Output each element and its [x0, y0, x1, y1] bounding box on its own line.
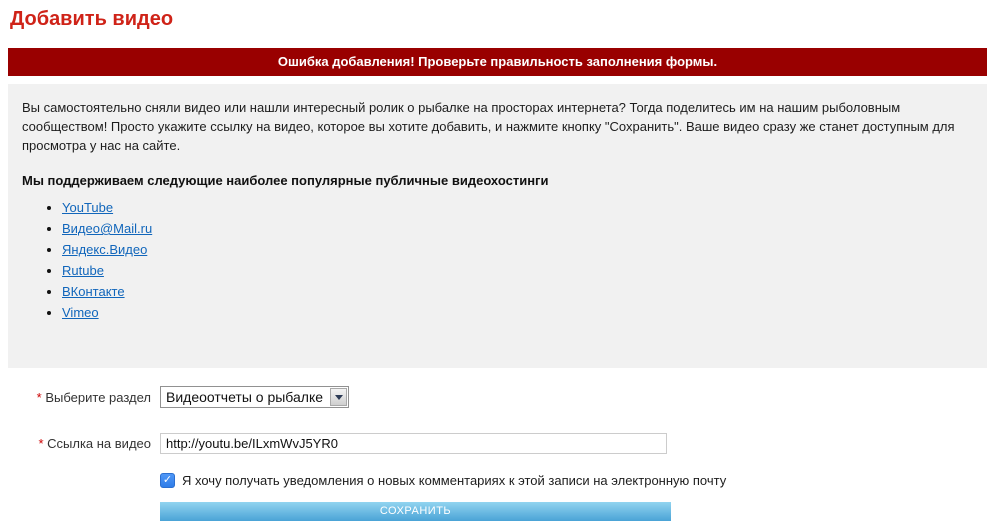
host-link-yandex[interactable]: Яндекс.Видео [62, 242, 148, 257]
down-arrow-glyph [335, 395, 343, 400]
chevron-down-icon[interactable] [330, 388, 347, 406]
notify-checkbox[interactable] [160, 473, 175, 488]
section-select-value: Видеоотчеты о рыбалке [166, 389, 324, 405]
required-asterisk: * [38, 436, 44, 451]
intro-panel [8, 84, 987, 368]
notify-row [8, 473, 987, 488]
link-label [8, 436, 160, 451]
list-item [62, 200, 973, 215]
list-item [62, 242, 973, 257]
hosts-heading: Мы поддерживаем следующие наиболее популярные публичные видеохостинги [22, 173, 549, 188]
submit-row [8, 502, 987, 521]
host-link-vimeo[interactable]: Vimeo [62, 305, 99, 320]
check-icon: ✓ [162, 474, 173, 486]
section-label-text: Выберите раздел [45, 389, 151, 405]
list-item [62, 284, 973, 299]
host-link-mailru[interactable]: Видео@Mail.ru [62, 221, 153, 236]
video-url-input[interactable] [160, 433, 667, 454]
page-title: Добавить видео [10, 8, 174, 30]
link-label-text: Ссылка на видео [47, 436, 151, 451]
host-link-vkontakte[interactable]: ВКонтакте [62, 284, 125, 299]
hosts-list [22, 200, 973, 320]
add-video-form [8, 386, 987, 521]
section-row [8, 386, 987, 408]
list-item [62, 263, 973, 278]
save-button[interactable]: СОХРАНИТЬ [160, 502, 671, 521]
host-link-youtube[interactable]: YouTube [62, 200, 114, 215]
section-label [8, 390, 160, 405]
error-banner [8, 48, 987, 76]
error-banner-text: Ошибка добавления! Проверьте правильность заполнения формы. [277, 54, 718, 69]
host-link-rutube[interactable]: Rutube [62, 263, 104, 278]
link-row [8, 433, 987, 454]
required-asterisk: * [36, 389, 42, 405]
intro-paragraph: Вы самостоятельно сняли видео или нашли интересный ролик о рыбалке на просторах интернета? Тогда поделитесь им на нашим рыболовным сообществом! Просто укажите ссылку на видео, которое вы хотите добавить, и нажмите кнопку "Сохранить". Ваше видео сразу же станет доступным для просмотра у нас на сайте. [22, 100, 955, 153]
list-item [62, 305, 973, 320]
section-select[interactable] [160, 386, 349, 408]
notify-label: Я хочу получать уведомления о новых комментариях к этой записи на электронную почту [182, 473, 727, 488]
list-item [62, 221, 973, 236]
